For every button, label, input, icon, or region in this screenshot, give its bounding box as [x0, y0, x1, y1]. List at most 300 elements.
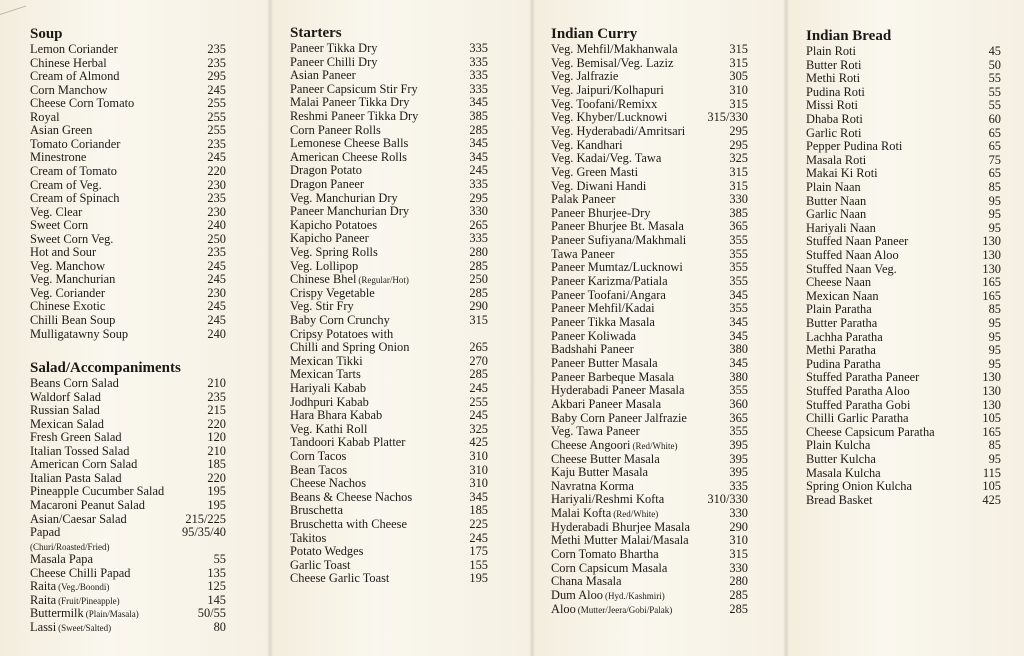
menu-item: [30, 272, 115, 286]
item-price: 335: [729, 478, 748, 493]
item-price: 235: [207, 136, 226, 151]
item-note: (Regular/Hot): [358, 275, 409, 286]
menu-item: [551, 479, 634, 493]
item-price: 310: [469, 449, 488, 463]
menu-item: [551, 247, 614, 261]
item-name: Asian/Caesar Salad: [30, 511, 127, 526]
item-price: 310: [729, 82, 748, 97]
item-price: 130: [982, 384, 1001, 398]
menu-item: [551, 56, 674, 70]
menu-item: [30, 512, 127, 526]
menu-item: [806, 248, 899, 262]
item-name: Tomato Coriander: [30, 136, 121, 151]
menu-item: [30, 259, 105, 273]
menu-item: [806, 207, 866, 221]
item-name: Stuffed Naan Paneer: [806, 234, 909, 249]
menu-item: [806, 289, 879, 303]
item-price: 345: [469, 136, 488, 151]
menu-item: [551, 151, 661, 165]
item-name: Cheese Angoori: [551, 437, 631, 452]
section-title: Salad/Accompaniments: [30, 360, 181, 376]
menu-item: [290, 340, 409, 354]
menu-item: [551, 465, 648, 479]
item-price: 355: [729, 260, 748, 275]
item-price: 335: [469, 68, 488, 83]
item-price: 45: [988, 44, 1001, 58]
item-price: 115: [982, 465, 1001, 480]
menu-item: [30, 123, 92, 137]
item-price: 65: [988, 166, 1001, 181]
item-price: 255: [207, 109, 226, 124]
item-price: 245: [207, 299, 226, 314]
menu-item: [806, 153, 866, 167]
item-name: Veg. Bemisal/Veg. Laziz: [551, 55, 674, 70]
item-name: Methi Mutter Malai/Masala: [551, 533, 689, 548]
item-price: 255: [207, 96, 226, 111]
item-price: 130: [982, 397, 1001, 412]
item-price: 240: [207, 218, 226, 233]
menu-item: [551, 165, 638, 179]
item-name: Tawa Paneer: [551, 246, 615, 261]
item-price: 325: [729, 151, 748, 166]
item-price: 125: [207, 579, 226, 594]
item-name: Cripsy Potatoes with: [290, 326, 394, 341]
item-price: 280: [729, 574, 748, 589]
menu-item: [551, 315, 655, 329]
menu-item: [30, 232, 113, 246]
item-note: (Veg./Boondi): [58, 582, 110, 593]
item-name: Stuffed Naan Veg.: [806, 261, 897, 276]
item-name: Garlic Naan: [806, 207, 867, 222]
item-note: (Mutter/Jeera/Gobi/Palak): [577, 604, 673, 615]
item-price: 290: [469, 299, 488, 314]
menu-item: [551, 69, 618, 83]
item-price: 355: [729, 233, 748, 248]
item-name: Malai Paneer Tikka Dry: [290, 95, 410, 110]
item-name: Paneer Bhurjee-Dry: [551, 205, 651, 220]
item-name: Butter Naan: [806, 193, 867, 208]
item-name: Plain Kulcha: [806, 438, 871, 453]
item-name: Cheese Nachos: [290, 476, 367, 491]
item-name: Fresh Green Salad: [30, 430, 122, 445]
menu-item: [30, 313, 115, 327]
item-price: 245: [207, 258, 226, 273]
item-price: 265: [469, 217, 488, 232]
menu-item: [30, 444, 129, 458]
menu-item: [30, 56, 107, 70]
menu-item: [290, 286, 375, 300]
menu-item: [30, 245, 96, 259]
item-price: 385: [729, 205, 748, 220]
item-name: Mexican Naan: [806, 288, 879, 303]
item-name: Mulligatawny Soup: [30, 326, 129, 341]
item-name: Veg. Spring Rolls: [290, 245, 378, 259]
menu-item: [30, 83, 107, 97]
menu-item: [806, 343, 876, 357]
item-price: 215/225: [185, 511, 226, 526]
menu-item: [290, 41, 377, 55]
menu-item: [551, 547, 659, 561]
item-name: Mexican Tarts: [290, 367, 361, 382]
item-name: Paneer Manchurian Dry: [290, 204, 410, 219]
item-name: Veg. Manchurian: [30, 272, 116, 287]
item-name: Masala Papa: [30, 552, 93, 567]
menu-item: [806, 180, 861, 194]
item-name: American Cheese Rolls: [290, 149, 407, 164]
item-price: 225: [469, 517, 488, 531]
item-name: Corn Paneer Rolls: [290, 122, 381, 137]
menu-item: [30, 430, 122, 444]
item-price: 325: [469, 421, 488, 436]
item-price: 65: [988, 125, 1001, 140]
item-name: Mexican Salad: [30, 416, 104, 431]
item-name: Veg. Kathi Roll: [290, 421, 368, 436]
item-price: 235: [207, 42, 226, 56]
item-name: Paneer Butter Masala: [551, 355, 658, 370]
item-price: 345: [729, 315, 748, 329]
menu-item: [551, 424, 640, 438]
menu-item: [551, 219, 684, 233]
menu-item: [290, 136, 408, 150]
item-name: Malai Kofta: [551, 506, 612, 521]
item-price: 295: [729, 137, 748, 152]
item-name: Dragon Paneer: [290, 177, 364, 191]
menu-item: [806, 384, 910, 398]
item-price: 380: [729, 369, 748, 384]
item-price: 245: [207, 82, 226, 97]
item-name: Paneer Karizma/Patiala: [551, 274, 668, 289]
item-name: Waldorf Salad: [30, 389, 101, 404]
item-price: 85: [988, 438, 1001, 453]
item-price: 120: [207, 430, 226, 445]
menu-item: [290, 571, 389, 585]
menu-item: [290, 299, 354, 313]
item-name: Cheese Naan: [806, 275, 872, 290]
item-price: 245: [207, 150, 226, 165]
item-name: Bruschetta with Cheese: [290, 517, 407, 531]
item-price: 365: [729, 410, 748, 425]
item-price: 295: [729, 123, 748, 138]
item-name: Jodhpuri Kabab: [290, 394, 369, 409]
item-name: Chilli and Spring Onion: [290, 340, 410, 355]
item-name: Lemonese Cheese Balls: [290, 136, 409, 151]
item-name: Plain Roti: [806, 44, 856, 58]
item-price: 85: [988, 302, 1001, 317]
item-price: 195: [469, 571, 488, 586]
menu-item: [30, 137, 120, 151]
menu-item: [290, 395, 369, 409]
item-price: 95: [988, 452, 1001, 466]
section-title: Starters: [290, 25, 342, 41]
item-name: Veg. Lollipop: [290, 258, 359, 273]
item-price: 335: [469, 54, 488, 69]
item-price: 165: [982, 288, 1001, 303]
menu-item: [551, 83, 664, 97]
item-price: 250: [207, 231, 226, 246]
menu-item: [551, 192, 615, 206]
menu-item: [290, 476, 366, 490]
item-price: 230: [207, 285, 226, 300]
item-price: 290: [729, 519, 748, 534]
menu-item: [290, 218, 377, 232]
item-name: Veg. Manchow: [30, 258, 106, 273]
menu-item: [290, 354, 363, 368]
item-name: Palak Paneer: [551, 192, 616, 207]
item-name: Paneer Koliwada: [551, 328, 636, 343]
item-name: Veg. Coriander: [30, 285, 106, 300]
menu-item: [551, 602, 672, 617]
item-name: Hariyali Kabab: [290, 381, 367, 395]
item-name: Aloo: [551, 601, 576, 616]
item-name: Methi Paratha: [806, 343, 876, 358]
item-price: 315: [729, 96, 748, 111]
item-name: Corn Tomato Bhartha: [551, 547, 659, 562]
item-price: 245: [469, 530, 488, 545]
item-name: Dum Aloo: [551, 588, 603, 602]
item-name: Cream of Tomato: [30, 163, 117, 178]
item-price: 55: [213, 552, 226, 567]
menu-item: [290, 82, 418, 96]
item-name: Garlic Toast: [290, 557, 351, 572]
item-price: 185: [469, 503, 488, 518]
item-price: 315: [729, 164, 748, 179]
item-price: 220: [207, 163, 226, 178]
menu-item: [30, 191, 119, 205]
item-price: 210: [207, 376, 226, 390]
page-fold: [783, 0, 789, 656]
menu-item: [290, 177, 364, 191]
item-name: Veg. Stir Fry: [290, 299, 354, 314]
item-name: Corn Capsicum Masala: [551, 560, 668, 575]
menu-item: [806, 302, 872, 316]
menu-item: [30, 42, 118, 56]
item-name: Baby Corn Crunchy: [290, 313, 390, 327]
menu-item: [290, 109, 418, 123]
item-name: Plain Naan: [806, 180, 861, 194]
item-price: 220: [207, 416, 226, 431]
item-name: Paneer Tikka Masala: [551, 315, 655, 329]
menu-item: [806, 234, 908, 248]
item-name: Bread Basket: [806, 492, 873, 507]
menu-item: [30, 150, 86, 164]
menu-item: [806, 411, 909, 425]
item-price: 165: [982, 275, 1001, 290]
item-name: Paneer Bhurjee Bt. Masala: [551, 219, 684, 234]
menu-item: [551, 370, 674, 384]
item-name: Butter Kulcha: [806, 452, 876, 466]
menu-item: [30, 484, 164, 498]
item-price: 50/55: [197, 606, 226, 621]
menu-item: [806, 194, 866, 208]
item-name: Bean Tacos: [290, 462, 348, 477]
item-name: Raita: [30, 592, 57, 607]
item-price: 130: [982, 234, 1001, 249]
item-name: Chinese Bhel: [290, 272, 357, 287]
item-price: 130: [982, 370, 1001, 385]
item-name: Veg. Green Masti: [551, 164, 639, 179]
item-price: 135: [207, 565, 226, 580]
menu-item: [551, 561, 667, 575]
item-name: Corn Manchow: [30, 82, 108, 97]
menu-item: [290, 422, 367, 436]
item-price: 295: [469, 190, 488, 205]
item-name: Stuffed Paratha Aloo: [806, 384, 910, 398]
item-name: Cheese Garlic Toast: [290, 571, 390, 586]
item-name: Cheese Corn Tomato: [30, 96, 135, 111]
item-name: Chinese Exotic: [30, 299, 106, 314]
item-name: Stuffed Paratha Gobi: [806, 397, 911, 412]
item-name: Cheese Chilli Papad: [30, 565, 131, 580]
item-name: Hariyali Naan: [806, 220, 876, 235]
item-price: 425: [982, 492, 1001, 507]
menu-item: [290, 55, 377, 69]
item-name: Royal: [30, 109, 60, 124]
item-price: 395: [729, 451, 748, 466]
item-price: 210: [207, 443, 226, 458]
item-name: Veg. Manchurian Dry: [290, 190, 398, 205]
menu-item: [290, 259, 358, 273]
item-price: 55: [988, 71, 1001, 86]
menu-item: [30, 205, 82, 219]
item-price: 395: [729, 437, 748, 452]
menu-item: [290, 435, 405, 449]
item-price: 345: [729, 287, 748, 302]
item-name: Buttermilk: [30, 606, 84, 621]
item-price: 60: [988, 112, 1001, 126]
item-price: 235: [207, 245, 226, 260]
item-note: (Red/White): [613, 509, 659, 520]
item-name: Pineapple Cucumber Salad: [30, 484, 165, 499]
item-name: Beans & Cheese Nachos: [290, 489, 413, 504]
item-price: 345: [729, 355, 748, 370]
menu-item: [290, 449, 346, 463]
item-price: 315: [729, 547, 748, 562]
menu-item: [551, 356, 658, 370]
item-price: 345: [469, 149, 488, 164]
item-note: (Fruit/Pineapple): [58, 595, 120, 606]
item-name: Veg. Kandhari: [551, 137, 623, 152]
item-name: Plain Paratha: [806, 302, 872, 317]
item-price: 270: [469, 353, 488, 368]
menu-item: [806, 139, 902, 153]
item-name: Kapicho Paneer: [290, 231, 369, 246]
item-name: Stuffed Naan Aloo: [806, 248, 899, 262]
menu-item: [806, 58, 861, 72]
item-price: 355: [729, 424, 748, 439]
menu-item: [551, 288, 666, 302]
menu-item: [30, 457, 137, 471]
menu-item: [806, 452, 876, 466]
item-name: Kapicho Potatoes: [290, 217, 378, 232]
item-price: 95: [988, 220, 1001, 235]
item-name: Lemon Coriander: [30, 42, 118, 56]
menu-item: [551, 574, 622, 588]
section-title: Indian Bread: [806, 28, 892, 44]
menu-item: [290, 408, 382, 422]
item-price: 305: [729, 69, 748, 84]
menu-item: [806, 126, 861, 140]
menu-item: [290, 503, 343, 517]
item-price: 95: [988, 343, 1001, 358]
item-name: Potato Wedges: [290, 544, 364, 559]
item-price: 285: [729, 588, 748, 602]
item-price: 185: [207, 457, 226, 472]
item-price: 95: [988, 207, 1001, 222]
item-name: Russian Salad: [30, 403, 100, 418]
menu-item: [290, 517, 407, 531]
item-name: Navratna Korma: [551, 478, 634, 493]
item-price: 55: [988, 98, 1001, 113]
item-note: (Sweet/Salted): [58, 622, 112, 633]
menu-item: [290, 490, 412, 504]
menu-item: [290, 68, 356, 82]
item-price: 355: [729, 274, 748, 289]
menu-item: [30, 376, 119, 390]
menu-item: [30, 178, 102, 192]
item-name: Akbari Paneer Masala: [551, 396, 662, 411]
item-name: Raita: [30, 579, 57, 594]
menu-item: [290, 327, 393, 341]
menu-item: [290, 163, 362, 177]
item-name: Dhaba Roti: [806, 112, 863, 126]
item-name: Chilli Garlic Paratha: [806, 411, 909, 426]
item-name: Veg. Diwani Handi: [551, 178, 647, 193]
item-name: Hariyali/Reshmi Kofta: [551, 492, 665, 507]
menu-item: [290, 150, 407, 164]
item-name: Paneer Capsicum Stir Fry: [290, 81, 418, 96]
item-name: Veg. Hyderabadi/Amritsari: [551, 123, 686, 138]
item-name: Badshahi Paneer: [551, 342, 634, 357]
item-price: 195: [207, 497, 226, 512]
item-name: Chana Masala: [551, 574, 622, 589]
item-name: Minestrone: [30, 150, 87, 165]
menu-item: [806, 493, 872, 507]
item-price: 315: [469, 313, 488, 327]
item-name: Papad: [30, 525, 61, 540]
item-price: 245: [469, 381, 488, 395]
item-price: 195: [207, 484, 226, 499]
menu-item: [806, 44, 856, 58]
menu-item: [806, 370, 919, 384]
item-name: Cream of Veg.: [30, 177, 102, 192]
item-price: 255: [207, 123, 226, 138]
item-price: 245: [207, 313, 226, 327]
item-price: 155: [469, 557, 488, 572]
menu-item: [551, 520, 690, 534]
item-name: Beans Corn Salad: [30, 376, 119, 390]
menu-item: [30, 620, 111, 635]
item-name: American Corn Salad: [30, 457, 138, 472]
menu-item: [551, 411, 687, 425]
menu-item: [551, 533, 689, 547]
item-name: Cream of Almond: [30, 69, 120, 84]
item-price: 65: [988, 139, 1001, 154]
item-price: 235: [207, 191, 226, 206]
menu-item: [30, 299, 105, 313]
item-price: 95: [988, 193, 1001, 208]
item-price: 330: [729, 192, 748, 207]
item-price: 385: [469, 109, 488, 123]
item-price: 245: [469, 163, 488, 178]
page-fold: [529, 0, 535, 656]
menu-item: [290, 558, 351, 572]
item-name: Missi Roti: [806, 98, 858, 113]
menu-item: [551, 452, 660, 466]
item-name: Chinese Herbal: [30, 55, 107, 70]
menu-item: [551, 206, 650, 220]
menu-item: [551, 329, 636, 343]
menu-item: [290, 191, 398, 205]
